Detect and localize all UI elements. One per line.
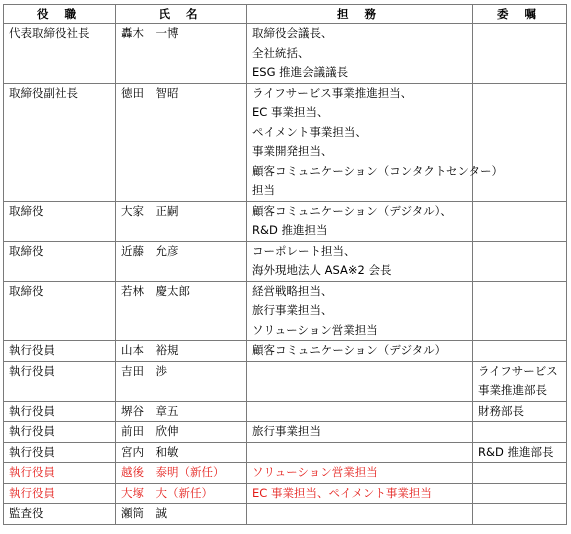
duty-line: 顧客コミュニケーション（デジタル） bbox=[252, 343, 447, 357]
duty-line: EC 事業担当、ペイメント事業担当 bbox=[252, 485, 432, 500]
duty-line: EC 事業担当、 bbox=[252, 105, 329, 119]
table-body bbox=[4, 24, 567, 525]
commission-cell bbox=[473, 401, 567, 422]
header-duties: 担 務 bbox=[247, 5, 473, 24]
duties-cell bbox=[247, 241, 473, 281]
commission-line: 財務部長 bbox=[478, 403, 524, 418]
name-cell: 徳田 智昭 bbox=[116, 83, 247, 201]
commission-cell bbox=[473, 483, 567, 504]
duty-line: 取締役会議長、 bbox=[252, 26, 333, 40]
header-name: 氏 名 bbox=[116, 5, 247, 24]
duty-line: 全社統括、 bbox=[252, 45, 310, 60]
commission-cell bbox=[473, 422, 567, 443]
name-cell: 若林 慶太郎 bbox=[116, 281, 247, 341]
name-cell: 近藤 允彦 bbox=[116, 241, 247, 281]
name-cell: 瀬筒 誠 bbox=[116, 504, 247, 525]
position-cell: 執行役員 bbox=[4, 361, 116, 401]
commission-line: ライフサービス bbox=[478, 363, 558, 378]
duty-line: 旅行事業担当、 bbox=[252, 303, 333, 317]
position-cell: 執行役員 bbox=[4, 442, 116, 463]
table-row bbox=[4, 241, 567, 281]
position-cell: 取締役副社長 bbox=[4, 83, 116, 201]
duties-cell bbox=[247, 24, 473, 84]
position-cell: 執行役員 bbox=[4, 483, 116, 504]
commission-line: R&D 推進部長 bbox=[478, 444, 554, 459]
duties-cell bbox=[247, 442, 473, 463]
duty-line: 海外現地法人 ASA※2 会長 bbox=[252, 263, 392, 277]
duties-cell bbox=[247, 504, 473, 525]
duties-cell bbox=[247, 361, 473, 401]
position-cell: 取締役 bbox=[4, 201, 116, 241]
table-row bbox=[4, 504, 567, 525]
name-cell: 大塚 大（新任） bbox=[116, 483, 247, 504]
duty-line: 事業開発担当、 bbox=[252, 144, 333, 158]
position-cell: 執行役員 bbox=[4, 463, 116, 484]
position-cell: 取締役 bbox=[4, 281, 116, 341]
duties-cell bbox=[247, 201, 473, 241]
duties-cell bbox=[247, 401, 473, 422]
commission-cell bbox=[473, 201, 567, 241]
duty-line: 旅行事業担当 bbox=[252, 424, 321, 438]
position-cell: 取締役 bbox=[4, 241, 116, 281]
commission-cell bbox=[473, 83, 567, 201]
table-row bbox=[4, 361, 567, 401]
duty-line: 担当 bbox=[252, 183, 275, 197]
duty-line: ESG 推進会議議長 bbox=[252, 65, 349, 79]
duties-cell bbox=[247, 483, 473, 504]
duty-line: ソリューション営業担当 bbox=[252, 465, 378, 479]
name-cell: 前田 欣伸 bbox=[116, 422, 247, 443]
duty-line: 経営戦略担当、 bbox=[252, 283, 333, 298]
commission-cell bbox=[473, 24, 567, 84]
table-header-row bbox=[4, 5, 567, 24]
table-row bbox=[4, 83, 567, 201]
name-cell: 吉田 渉 bbox=[116, 361, 247, 401]
duty-line: R&D 推進担当 bbox=[252, 223, 328, 237]
duties-cell bbox=[247, 463, 473, 484]
commission-cell bbox=[473, 241, 567, 281]
table-row bbox=[4, 442, 567, 463]
name-cell: 宮内 和敏 bbox=[116, 442, 247, 463]
table-row bbox=[4, 422, 567, 443]
name-cell: 轟木 一博 bbox=[116, 24, 247, 84]
position-cell: 代表取締役社長 bbox=[4, 24, 116, 84]
table-row bbox=[4, 401, 567, 422]
name-cell: 大家 正嗣 bbox=[116, 201, 247, 241]
commission-cell bbox=[473, 361, 567, 401]
header-position: 役 職 bbox=[4, 5, 116, 24]
duties-cell bbox=[247, 281, 473, 341]
name-cell: 山本 裕規 bbox=[116, 341, 247, 362]
position-cell: 監査役 bbox=[4, 504, 116, 525]
duties-cell bbox=[247, 83, 504, 201]
duty-line: ペイメント事業担当、 bbox=[252, 124, 367, 139]
table-row bbox=[4, 24, 567, 84]
commission-cell bbox=[473, 281, 567, 341]
header-commission: 委 嘱 bbox=[473, 5, 567, 24]
position-cell: 執行役員 bbox=[4, 341, 116, 362]
commission-cell bbox=[473, 463, 567, 484]
duties-cell bbox=[247, 422, 473, 443]
position-cell: 執行役員 bbox=[4, 422, 116, 443]
table-row bbox=[4, 483, 567, 504]
table-row bbox=[4, 341, 567, 362]
position-cell: 執行役員 bbox=[4, 401, 116, 422]
duty-line: 顧客コミュニケーション（デジタル）、 bbox=[252, 203, 452, 218]
table-row bbox=[4, 281, 567, 341]
commission-line: 事業推進部長 bbox=[478, 383, 547, 397]
commission-cell bbox=[473, 341, 567, 362]
duties-cell bbox=[247, 341, 473, 362]
officers-table bbox=[3, 4, 567, 525]
commission-cell bbox=[473, 504, 567, 525]
name-cell: 堺谷 章五 bbox=[116, 401, 247, 422]
duty-line: 顧客コミュニケーション（コンタクトセンター） bbox=[252, 163, 504, 178]
duty-line: ソリューション営業担当 bbox=[252, 322, 378, 337]
duty-line: コーポレート担当、 bbox=[252, 243, 356, 258]
duty-line: ライフサービス事業推進担当、 bbox=[252, 85, 413, 100]
table-row bbox=[4, 201, 567, 241]
commission-cell bbox=[473, 442, 567, 463]
table-row bbox=[4, 463, 567, 484]
name-cell: 越後 泰明（新任） bbox=[116, 463, 247, 484]
